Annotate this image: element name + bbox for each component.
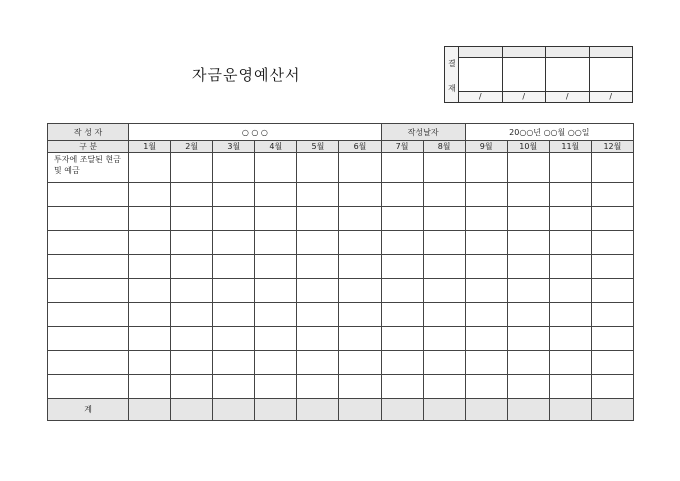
table-cell[interactable] xyxy=(423,153,465,183)
table-cell[interactable] xyxy=(507,279,549,303)
table-cell[interactable] xyxy=(381,207,423,231)
table-cell[interactable] xyxy=(549,327,591,351)
total-cell[interactable] xyxy=(255,399,297,421)
approval-date: / xyxy=(459,91,502,102)
month-header: 10월 xyxy=(507,141,549,153)
table-cell[interactable] xyxy=(507,351,549,375)
table-cell[interactable] xyxy=(381,153,423,183)
table-cell[interactable] xyxy=(171,327,213,351)
table-cell[interactable] xyxy=(591,183,633,207)
table-cell[interactable] xyxy=(591,207,633,231)
month-header: 4월 xyxy=(255,141,297,153)
table-cell[interactable] xyxy=(255,153,297,183)
approval-date: / xyxy=(546,91,589,102)
table-cell[interactable] xyxy=(213,207,255,231)
table-cell[interactable] xyxy=(297,255,339,279)
table-cell[interactable] xyxy=(171,351,213,375)
table-cell[interactable] xyxy=(507,255,549,279)
table-cell[interactable] xyxy=(423,255,465,279)
page-title: 자금운영예산서 xyxy=(192,66,301,84)
table-cell[interactable] xyxy=(465,279,507,303)
table-cell[interactable] xyxy=(213,153,255,183)
table-cell[interactable] xyxy=(171,231,213,255)
table-cell[interactable] xyxy=(339,183,381,207)
table-cell[interactable] xyxy=(381,351,423,375)
table-cell[interactable] xyxy=(423,231,465,255)
total-cell[interactable] xyxy=(423,399,465,421)
month-header: 8월 xyxy=(423,141,465,153)
date-label: 작성날자 xyxy=(381,124,465,141)
table-cell[interactable] xyxy=(465,303,507,327)
total-cell[interactable] xyxy=(297,399,339,421)
table-cell[interactable] xyxy=(339,231,381,255)
table-cell[interactable] xyxy=(297,231,339,255)
table-cell[interactable] xyxy=(339,303,381,327)
table-cell[interactable] xyxy=(423,303,465,327)
month-header: 7월 xyxy=(381,141,423,153)
table-cell[interactable] xyxy=(255,255,297,279)
row-label[interactable] xyxy=(48,303,129,327)
table-cell[interactable] xyxy=(591,327,633,351)
table-cell[interactable] xyxy=(549,183,591,207)
approval-date: / xyxy=(590,91,633,102)
total-cell[interactable] xyxy=(129,399,171,421)
table-cell[interactable] xyxy=(339,375,381,399)
total-cell[interactable] xyxy=(213,399,255,421)
table-cell[interactable] xyxy=(381,327,423,351)
table-cell[interactable] xyxy=(591,375,633,399)
approval-date: / xyxy=(503,91,546,102)
table-row xyxy=(48,255,634,279)
table-cell[interactable] xyxy=(213,183,255,207)
table-row xyxy=(48,207,634,231)
table-cell[interactable] xyxy=(339,207,381,231)
month-header: 3월 xyxy=(213,141,255,153)
table-cell[interactable] xyxy=(255,231,297,255)
total-label: 계 xyxy=(48,399,129,421)
approval-box xyxy=(444,46,633,103)
author-value[interactable]: ○ ○ ○ xyxy=(129,124,381,141)
table-cell[interactable] xyxy=(297,183,339,207)
row-label[interactable] xyxy=(48,231,129,255)
month-header: 5월 xyxy=(297,141,339,153)
row-label[interactable] xyxy=(48,375,129,399)
table-cell[interactable] xyxy=(213,231,255,255)
table-cell[interactable] xyxy=(129,303,171,327)
table-cell[interactable] xyxy=(465,375,507,399)
table-cell[interactable] xyxy=(255,207,297,231)
table-cell[interactable] xyxy=(129,231,171,255)
table-cell[interactable] xyxy=(381,279,423,303)
table-cell[interactable] xyxy=(381,375,423,399)
table-cell[interactable] xyxy=(213,279,255,303)
table-cell[interactable] xyxy=(297,279,339,303)
row-label-cash: 투자에 조달된 현금 및 예금 xyxy=(48,153,129,183)
table-cell[interactable] xyxy=(549,231,591,255)
table-cell[interactable] xyxy=(213,327,255,351)
category-label: 구 분 xyxy=(48,141,129,153)
table-cell[interactable] xyxy=(507,183,549,207)
table-row xyxy=(48,231,634,255)
total-cell[interactable] xyxy=(171,399,213,421)
table-cell[interactable] xyxy=(129,327,171,351)
table-cell[interactable] xyxy=(213,255,255,279)
table-cell[interactable] xyxy=(381,303,423,327)
table-cell[interactable] xyxy=(339,327,381,351)
table-cell[interactable] xyxy=(255,183,297,207)
table-cell[interactable] xyxy=(129,153,171,183)
table-cell[interactable] xyxy=(465,255,507,279)
table-cell[interactable] xyxy=(339,279,381,303)
table-cell[interactable] xyxy=(465,183,507,207)
table-cell[interactable] xyxy=(507,153,549,183)
table-cell[interactable] xyxy=(129,279,171,303)
total-cell[interactable] xyxy=(549,399,591,421)
table-cell[interactable] xyxy=(507,207,549,231)
table-cell[interactable] xyxy=(339,351,381,375)
table-cell[interactable] xyxy=(465,153,507,183)
table-cell[interactable] xyxy=(171,279,213,303)
table-cell[interactable] xyxy=(381,255,423,279)
table-cell[interactable] xyxy=(171,303,213,327)
table-cell[interactable] xyxy=(549,207,591,231)
table-cell[interactable] xyxy=(507,231,549,255)
row-label[interactable] xyxy=(48,327,129,351)
table-row xyxy=(48,279,634,303)
table-cell[interactable] xyxy=(423,183,465,207)
month-header: 6월 xyxy=(339,141,381,153)
table-cell[interactable] xyxy=(171,153,213,183)
table-cell[interactable] xyxy=(297,153,339,183)
approval-slot[interactable] xyxy=(502,47,546,102)
total-row xyxy=(48,399,634,421)
date-value[interactable]: 20○○년 ○○월 ○○일 xyxy=(465,124,633,141)
row-label[interactable] xyxy=(48,255,129,279)
table-cell[interactable] xyxy=(507,303,549,327)
table-cell[interactable] xyxy=(381,183,423,207)
table-cell[interactable] xyxy=(129,351,171,375)
total-cell[interactable] xyxy=(465,399,507,421)
table-cell[interactable] xyxy=(297,375,339,399)
table-cell[interactable] xyxy=(591,303,633,327)
row-label[interactable] xyxy=(48,207,129,231)
table-cell[interactable] xyxy=(549,351,591,375)
total-cell[interactable] xyxy=(381,399,423,421)
approval-slot[interactable] xyxy=(459,47,502,102)
table-row xyxy=(48,153,634,183)
table-row xyxy=(48,183,634,207)
table-cell[interactable] xyxy=(465,327,507,351)
table-row xyxy=(48,327,634,351)
table-cell[interactable] xyxy=(255,279,297,303)
table-cell[interactable] xyxy=(591,351,633,375)
table-cell[interactable] xyxy=(423,327,465,351)
month-header-row xyxy=(48,141,634,153)
row-label[interactable] xyxy=(48,279,129,303)
table-cell[interactable] xyxy=(549,255,591,279)
table-cell[interactable] xyxy=(129,183,171,207)
budget-table xyxy=(47,123,634,421)
table-cell[interactable] xyxy=(423,207,465,231)
table-cell[interactable] xyxy=(129,255,171,279)
table-cell[interactable] xyxy=(381,231,423,255)
table-row xyxy=(48,375,634,399)
month-header: 9월 xyxy=(465,141,507,153)
table-cell[interactable] xyxy=(339,153,381,183)
total-cell[interactable] xyxy=(339,399,381,421)
table-cell[interactable] xyxy=(549,279,591,303)
table-cell[interactable] xyxy=(423,375,465,399)
approval-side-label xyxy=(445,47,459,102)
row-label[interactable] xyxy=(48,183,129,207)
table-cell[interactable] xyxy=(297,303,339,327)
table-cell[interactable] xyxy=(507,327,549,351)
table-row xyxy=(48,351,634,375)
table-cell[interactable] xyxy=(297,327,339,351)
total-cell[interactable] xyxy=(507,399,549,421)
approval-slot[interactable] xyxy=(589,47,633,102)
table-cell[interactable] xyxy=(129,375,171,399)
approval-side-bottom: 재 xyxy=(448,84,456,93)
table-cell[interactable] xyxy=(171,183,213,207)
table-cell[interactable] xyxy=(171,207,213,231)
table-cell[interactable] xyxy=(591,255,633,279)
table-cell[interactable] xyxy=(297,207,339,231)
table-cell[interactable] xyxy=(255,303,297,327)
table-cell[interactable] xyxy=(549,153,591,183)
table-cell[interactable] xyxy=(213,351,255,375)
row-label[interactable] xyxy=(48,351,129,375)
table-cell[interactable] xyxy=(507,375,549,399)
month-header: 11월 xyxy=(549,141,591,153)
table-cell[interactable] xyxy=(171,255,213,279)
table-cell[interactable] xyxy=(255,351,297,375)
info-row xyxy=(48,124,634,141)
table-cell[interactable] xyxy=(591,231,633,255)
table-cell[interactable] xyxy=(465,351,507,375)
month-header: 12월 xyxy=(591,141,633,153)
table-cell[interactable] xyxy=(297,351,339,375)
table-row xyxy=(48,303,634,327)
table-cell[interactable] xyxy=(213,303,255,327)
month-header: 1월 xyxy=(129,141,171,153)
table-cell[interactable] xyxy=(549,375,591,399)
table-cell[interactable] xyxy=(423,351,465,375)
table-cell[interactable] xyxy=(465,207,507,231)
month-header: 2월 xyxy=(171,141,213,153)
table-cell[interactable] xyxy=(255,375,297,399)
total-cell[interactable] xyxy=(591,399,633,421)
table-cell[interactable] xyxy=(171,375,213,399)
table-cell[interactable] xyxy=(213,375,255,399)
table-cell[interactable] xyxy=(549,303,591,327)
table-cell[interactable] xyxy=(129,207,171,231)
table-cell[interactable] xyxy=(465,231,507,255)
approval-slot[interactable] xyxy=(545,47,589,102)
table-cell[interactable] xyxy=(423,279,465,303)
approval-side-top: 결 xyxy=(448,59,456,68)
table-cell[interactable] xyxy=(255,327,297,351)
author-label: 작 성 자 xyxy=(48,124,129,141)
table-cell[interactable] xyxy=(339,255,381,279)
table-cell[interactable] xyxy=(591,279,633,303)
table-cell[interactable] xyxy=(591,153,633,183)
